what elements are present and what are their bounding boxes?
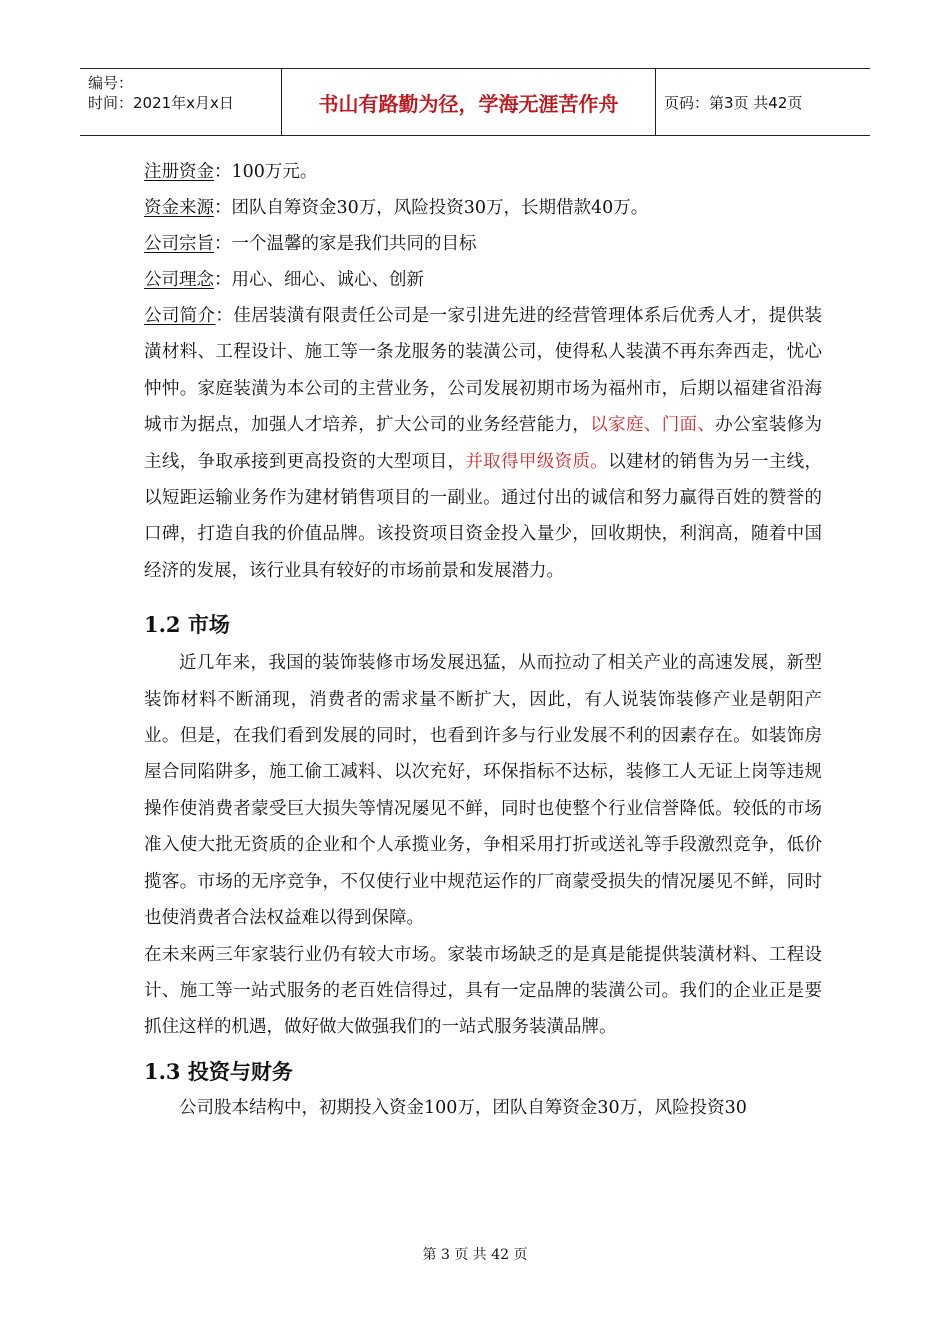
header-left-cell <box>80 69 282 135</box>
market-paragraph-2: 在未来两三年家装行业仍有较大市场。家装市场缺乏的是真是能提供装潢材料、工程设计、施工等一站式服务的老百姓信得过，具有一定品牌的装潢公司。我们的企业正是要抓住这样的机遇，做好做大做强我们的一站式服务装潢品牌。 <box>144 944 822 1038</box>
info-funding-source: 资金来源：团队自筹资金30万，风险投资30万，长期借款40万。 <box>144 198 649 218</box>
document-body <box>144 154 822 1126</box>
intro-highlight-2: 并取得甲级资质。 <box>465 451 609 472</box>
section-heading-market: 1.2 市场 <box>144 612 230 638</box>
info-value: 团队自筹资金30万，风险投资30万，长期借款40万。 <box>231 198 649 218</box>
info-key: 资金来源 <box>144 198 214 218</box>
info-key: 注册资金 <box>144 162 214 182</box>
info-value: 100万元。 <box>231 162 318 182</box>
info-company-philosophy: 公司理念：用心、细心、诚心、创新 <box>144 270 424 290</box>
company-intro-paragraph: 公司简介：佳居装潢有限责任公司是一家引进先进的经营管理体系后优秀人才，提供装潢材料、工程设计、施工等一条龙服务的装潢公司，使得私人装潢不再东奔西走，忧心忡忡。家庭装潢为本公司的主营业务，公司发展初期市场为福州市，后期以福建省沿海城市为据点，加强人才培养，扩大公司的业务经营能力，以家庭、门面、办公室装修为主线，争取承接到更高投资的大型项目，并取得甲级资质。以建材的销售为另一主线，以短距运输业务作为建材销售项目的一副业。通过付出的诚信和努力赢得百姓的赞誉的口碑，打造自我的价值品牌。该投资项目资金投入量少，回收期快，利润高，随着中国经济的发展，该行业具有较好的市场前景和发展潜力。 <box>144 306 823 581</box>
info-value: 一个温馨的家是我们共同的目标 <box>231 234 477 254</box>
page-header <box>80 68 870 136</box>
header-page-label: 页码：第3页 共42页 <box>664 93 803 112</box>
section-heading-finance: 1.3 投资与财务 <box>144 1058 293 1084</box>
info-key: 公司宗旨 <box>144 234 214 254</box>
header-time-label: 时间：2021年x月x日 <box>88 94 234 112</box>
intro-highlight-1: 以家庭、门面、 <box>590 415 716 436</box>
info-value: 用心、细心、诚心、创新 <box>231 270 424 290</box>
info-company-tenet: 公司宗旨：一个温馨的家是我们共同的目标 <box>144 234 477 254</box>
page-footer: 第 3 页 共 42 页 <box>422 1247 528 1263</box>
header-number-label: 编号： <box>88 74 134 92</box>
intro-key: 公司简介 <box>144 306 216 326</box>
info-key: 公司理念 <box>144 270 214 290</box>
market-paragraph-1: 近几年来，我国的装饰装修市场发展迅猛，从而拉动了相关产业的高速发展，新型装饰材料不断涌现，消费者的需求量不断扩大，因此，有人说装饰装修产业是朝阳产业。但是，在我们看到发展的同时，也看到许多与行业发展不利的因素存在。如装饰房屋合同陷阱多，施工偷工减料、以次充好，环保指标不达标，装修工人无证上岗等违规操作使消费者蒙受巨大损失等情况屡见不鲜，同时也使整个行业信誉降低。较低的市场准入使大批无资质的企业和个人承揽业务，争相采用打折或送礼等手段激烈竞争，低价揽客。市场的无序竞争，不仅使行业中规范运作的厂商蒙受损失的情况屡见不鲜，同时也使消费者合法权益难以得到保障。 <box>144 653 822 929</box>
finance-paragraph-1: 公司股本结构中，初期投入资金100万，团队自筹资金30万，风险投资30 <box>179 1097 747 1118</box>
header-motto: 书山有路勤为径，学海无涯苦作舟 <box>282 69 656 135</box>
info-registered-capital: 注册资金：100万元。 <box>144 162 318 182</box>
